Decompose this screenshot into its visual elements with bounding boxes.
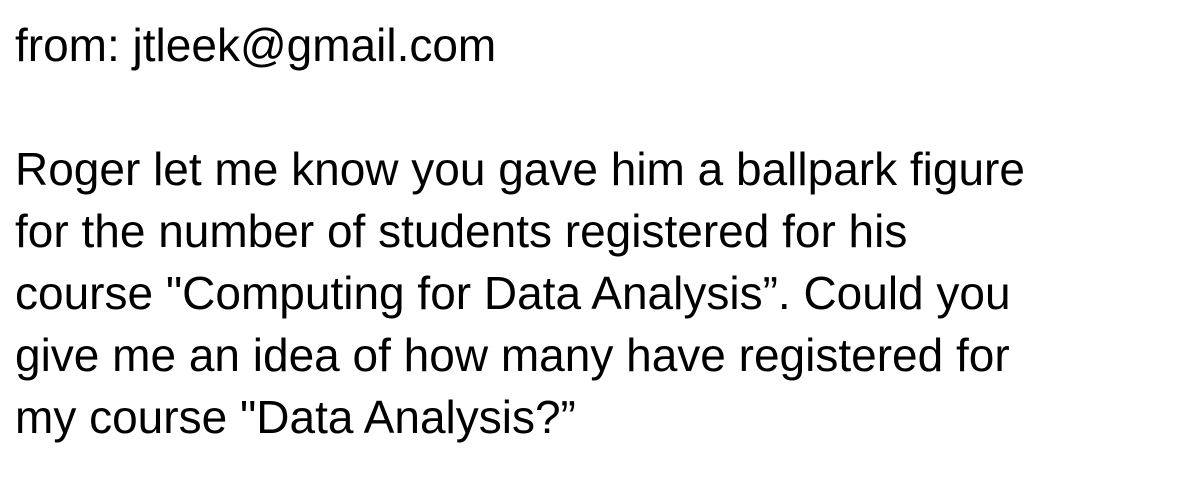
body-line-1: Roger let me know you gave him a ballpark figure	[15, 143, 1025, 195]
body-line-2: for the number of students registered for his	[15, 205, 908, 257]
body-line-4: give me an idea of how many have registered for	[15, 329, 1010, 381]
email-document	[15, 14, 1180, 448]
body-line-5: my course "Data Analysis?”	[15, 391, 576, 443]
from-line: from: jtleek@gmail.com	[15, 19, 497, 71]
body-line-3: course "Computing for Data Analysis”. Could you	[15, 267, 1011, 319]
blank-line-spacer	[15, 76, 1180, 138]
